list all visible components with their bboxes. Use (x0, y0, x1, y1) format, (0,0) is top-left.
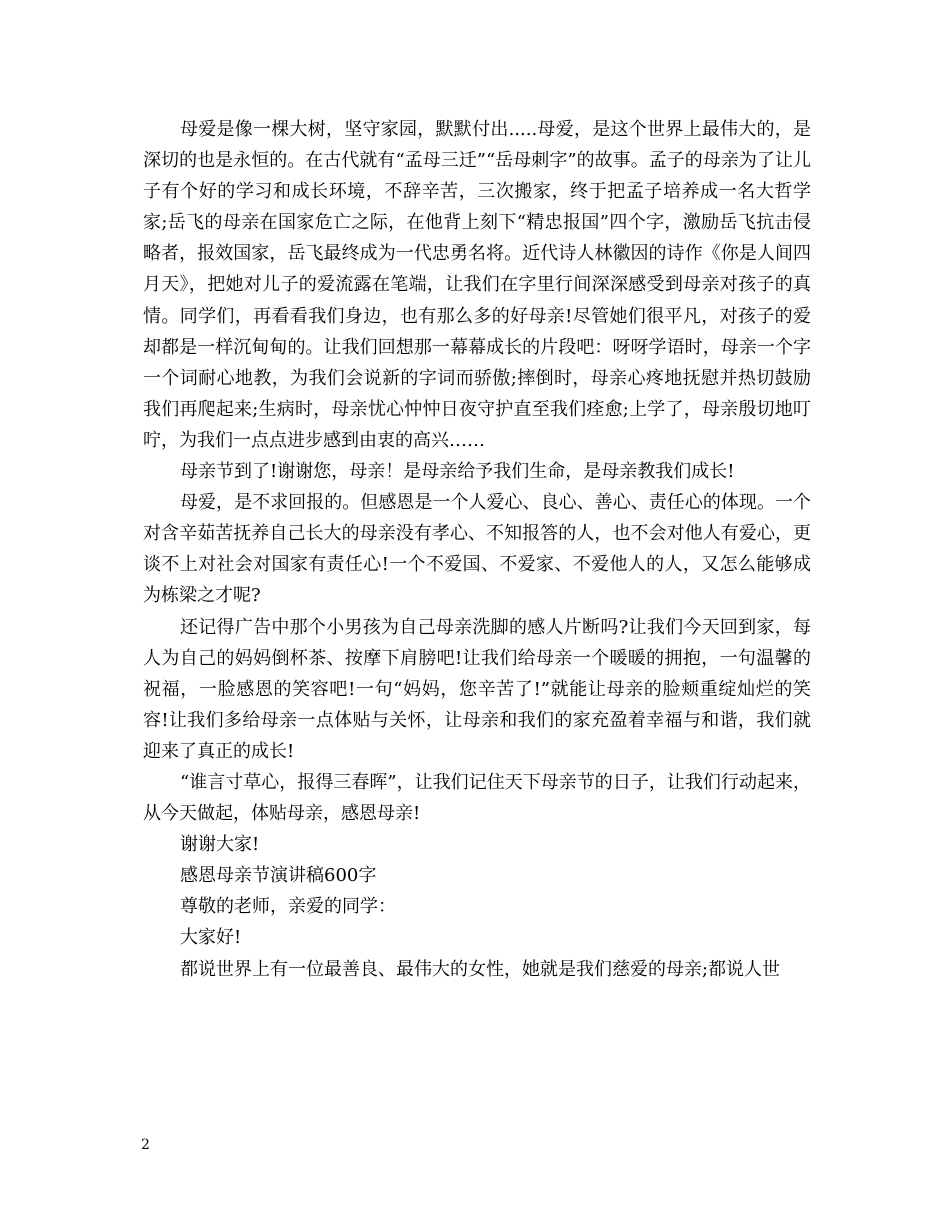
paragraph-gratitude-responsibility: 母爱，是不求回报的。但感恩是一个人爱心、良心、善心、责任心的体现。一个对含辛茹苦抚养自己长大的母亲没有孝心、不知报答的人，也不会对他人有爱心，更谈不上对社会对国家有责任心!一个不爱国、不爱家、不爱他人的人，又怎么能够成为栋梁之才呢? (143, 492, 811, 607)
salutation: 尊敬的老师，亲爱的同学： (180, 896, 396, 918)
paragraph-thank-you: 谢谢大家! (180, 834, 260, 856)
page-number: 2 (141, 1137, 150, 1153)
document-body (143, 114, 811, 985)
paragraph-mothers-day-thanks: 母亲节到了!谢谢您，母亲！是母亲给予我们生命，是母亲教我们成长! (180, 461, 735, 483)
paragraph-speech-opening: 都说世界上有一位最善良、最伟大的女性，她就是我们慈爱的母亲;都说人世 (180, 958, 781, 980)
paragraph-poem-quote: “谁言寸草心，报得三春晖”，让我们记住天下母亲节的日子，让我们行动起来，从今天做起，体贴母亲，感恩母亲! (143, 771, 811, 825)
paragraph-mother-love-tree: 母爱是像一棵大树，坚守家园，默默付出.....母爱，是这个世界上最伟大的，是深切的也是永恒的。在古代就有“孟母三迁”“岳母刺字”的故事。孟子的母亲为了让儿子有个好的学习和成长环境，不辞辛苦，三次搬家，终于把孟子培养成一名大哲学家;岳飞的母亲在国家危亡之际，在他背上刻下“精忠报国”四个字，激励岳飞抗击侵略者，报效国家，岳飞最终成为一代忠勇名将。近代诗人林徽因的诗作《你是人间四月天》，把她对儿子的爱流露在笔端，让我们在字里行间深深感受到母亲对孩子的真情。同学们，再看看我们身边，也有那么多的好母亲!尽管她们很平凡，对孩子的爱却都是一样沉甸甸的。让我们回想那一幕幕成长的片段吧：呀呀学语时，母亲一个字一个词耐心地教，为我们会说新的字词而骄傲;摔倒时，母亲心疼地抚慰并热切鼓励我们再爬起来;生病时，母亲忧心忡忡日夜守护直至我们痊愈;上学了，母亲殷切地叮咛，为我们一点点进步感到由衷的高兴…… (143, 119, 811, 451)
greeting: 大家好! (180, 927, 242, 949)
paragraph-advertisement-memory: 还记得广告中那个小男孩为自己母亲洗脚的感人片断吗?让我们今天回到家，每人为自己的妈妈倒杯茶、按摩下肩膀吧!让我们给母亲一个暖暖的拥抱，一句温馨的祝福，一脸感恩的笑容吧!一句“妈妈，您辛苦了!”就能让母亲的脸颊重绽灿烂的笑容!让我们多给母亲一点体贴与关怀，让母亲和我们的家充盈着幸福与和谐，我们就迎来了真正的成长! (143, 616, 811, 762)
section-title: 感恩母亲节演讲稿600字 (180, 865, 377, 887)
